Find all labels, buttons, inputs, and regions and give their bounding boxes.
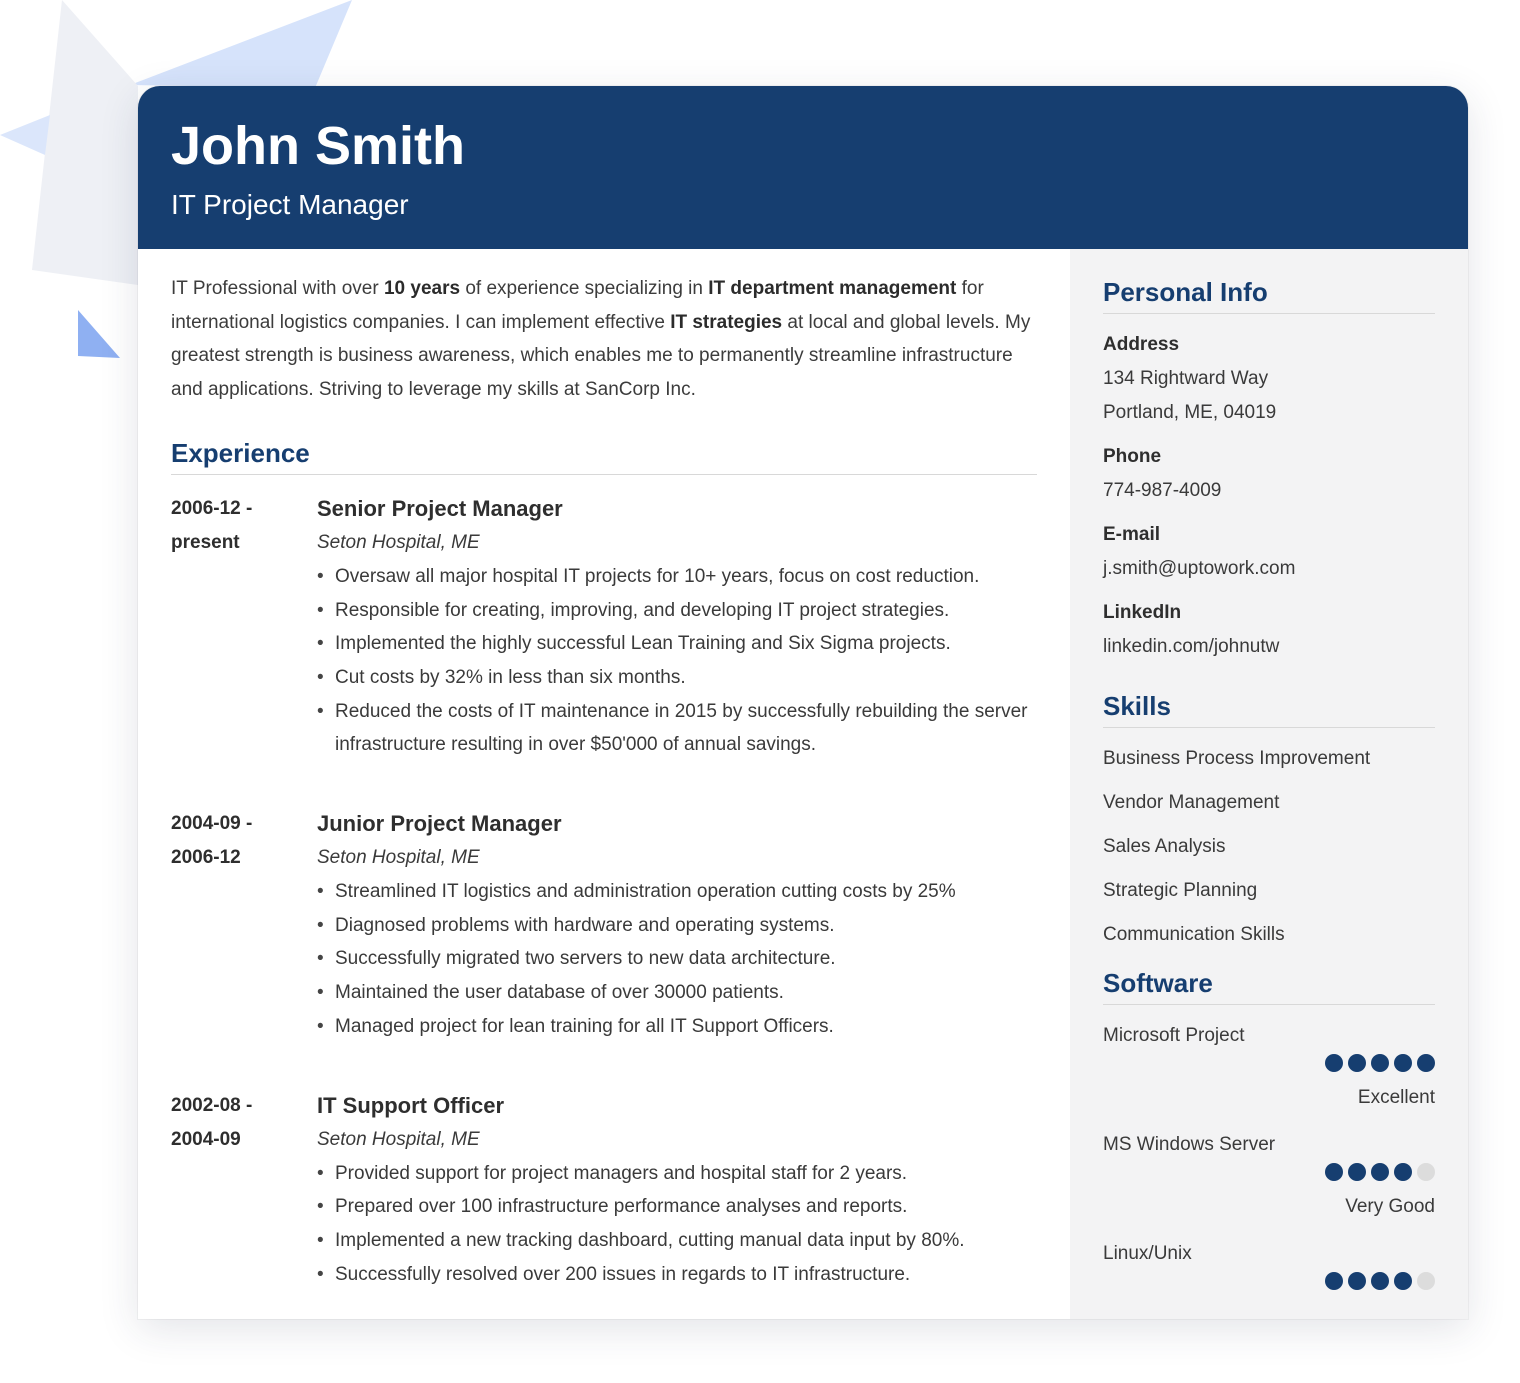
info-label: LinkedIn — [1103, 602, 1182, 623]
rating-dot-filled — [1394, 1272, 1412, 1290]
sidebar-content — [1103, 249, 1435, 1319]
software-name: MS Windows Server — [1103, 1134, 1276, 1155]
skill-item: Vendor Management — [1103, 792, 1280, 813]
rating-dot-empty — [1417, 1163, 1435, 1181]
experience-heading: Experience — [171, 436, 1037, 475]
experience-section — [171, 436, 1037, 1292]
entry-bullet: • Managed project for lean training for all IT Support Officers. — [317, 1010, 1037, 1044]
entry-bullet-list — [317, 875, 1037, 1044]
sidebar — [1070, 249, 1468, 1319]
summary-highlight: IT department management — [708, 278, 957, 299]
rating-dot-filled — [1394, 1163, 1412, 1181]
software-item — [1103, 1128, 1435, 1237]
entry-role: Junior Project Manager — [317, 811, 562, 837]
entry-date-line: 2004-09 — [171, 1128, 241, 1150]
rating-dot-filled — [1417, 1054, 1435, 1072]
info-label: Phone — [1103, 446, 1162, 467]
software-level: Very Good — [1345, 1196, 1435, 1217]
entry-company: Seton Hospital, ME — [317, 847, 480, 869]
entry-dates — [171, 807, 291, 875]
deco-shape-blue-top — [130, 0, 352, 88]
entry-bullet-list — [317, 560, 1037, 762]
entry-bullet: • Implemented the highly successful Lean Training and Six Sigma projects. — [317, 627, 1037, 661]
entry-bullet: • Reduced the costs of IT maintenance in 2015 by successfully rebuilding the server infrastructure resulting in over $50'000 of annual savings. — [317, 695, 1037, 762]
rating-dot-filled — [1348, 1054, 1366, 1072]
info-value: linkedin.com/johnutw — [1103, 636, 1280, 657]
entry-bullet: • Provided support for project managers and hospital staff for 2 years. — [317, 1157, 1037, 1191]
info-item-email — [1103, 518, 1435, 586]
summary-highlight: IT strategies — [670, 311, 783, 333]
info-label: Address — [1103, 334, 1180, 355]
entry-bullet: • Diagnosed problems with hardware and operating systems. — [317, 909, 1037, 943]
rating-dot-filled — [1325, 1163, 1343, 1181]
info-item-linkedin — [1103, 596, 1435, 664]
deco-triangle-accent — [78, 310, 120, 358]
entry-bullet: • Maintained the user database of over 30000 patients. — [317, 976, 1037, 1010]
entry-bullet: • Oversaw all major hospital IT projects for 10+ years, focus on cost reduction. — [317, 560, 1037, 594]
skills-list — [1103, 742, 1435, 952]
info-label: E-mail — [1103, 524, 1161, 545]
software-name: Linux/Unix — [1103, 1243, 1192, 1264]
rating-dot-filled — [1348, 1272, 1366, 1290]
skill-item: Communication Skills — [1103, 924, 1285, 945]
experience-entry — [171, 1089, 1037, 1292]
rating-dot-filled — [1348, 1163, 1366, 1181]
software-list — [1103, 1019, 1435, 1319]
rating-dot-filled — [1371, 1272, 1389, 1290]
entry-company: Seton Hospital, ME — [317, 1128, 480, 1150]
experience-entry — [171, 492, 1037, 762]
skills-heading: Skills — [1103, 689, 1435, 728]
summary-text: IT Professional with over — [171, 278, 384, 299]
entry-date-line: 2002-08 - — [171, 1094, 253, 1116]
rating-dots — [1325, 1163, 1435, 1183]
summary-text: for international logistics companies. I can implement effective — [171, 278, 984, 333]
entry-bullet-list — [317, 1157, 1037, 1292]
entry-bullet: • Implemented a new tracking dashboard, cutting manual data input by 80%. — [317, 1224, 1037, 1258]
entry-bullet: • Responsible for creating, improving, and developing IT project strategies. — [317, 594, 1037, 628]
rating-dot-filled — [1371, 1054, 1389, 1072]
personal-info-heading: Personal Info — [1103, 275, 1435, 314]
entry-role: Senior Project Manager — [317, 495, 563, 521]
entry-dates — [171, 1089, 291, 1157]
info-item-phone — [1103, 440, 1435, 508]
personal-info-list — [1103, 328, 1435, 664]
entry-bullet: • Successfully migrated two servers to new data architecture. — [317, 942, 1037, 976]
skills-section — [1103, 689, 1435, 952]
entry-bullet: • Prepared over 100 infrastructure performance analyses and reports. — [317, 1190, 1037, 1224]
experience-entry — [171, 807, 1037, 1044]
candidate-job-title: IT Project Manager — [171, 189, 409, 220]
entry-dates — [171, 492, 291, 560]
resume-card — [138, 86, 1468, 1319]
info-item-address — [1103, 328, 1435, 430]
software-heading: Software — [1103, 966, 1435, 1005]
rating-dot-filled — [1325, 1272, 1343, 1290]
rating-dot-empty — [1417, 1272, 1435, 1290]
software-name: Microsoft Project — [1103, 1025, 1245, 1046]
entry-date-line: 2004-09 - — [171, 813, 253, 835]
entry-date-line: 2006-12 — [171, 847, 241, 869]
entry-role: IT Support Officer — [317, 1092, 504, 1118]
skill-item: Sales Analysis — [1103, 836, 1226, 857]
main-column — [171, 249, 1037, 1291]
entry-bullet: • Streamlined IT logistics and administration operation cutting costs by 25% — [317, 875, 1037, 909]
info-value: Portland, ME, 04019 — [1103, 402, 1277, 423]
profile-summary — [171, 272, 1037, 407]
info-value: j.smith@uptowork.com — [1103, 558, 1296, 579]
skill-item: Business Process Improvement — [1103, 748, 1371, 769]
rating-dot-filled — [1325, 1054, 1343, 1072]
summary-text: at local and global levels. My greatest strength is business awareness, which enables me to permanently streamline infrastructure and applications. Striving to leverage my skills at SanCorp Inc. — [171, 311, 1031, 401]
rating-dots — [1325, 1272, 1435, 1292]
deco-shape-blue-left — [0, 115, 50, 155]
rating-dots — [1325, 1054, 1435, 1074]
personal-info-section — [1103, 275, 1435, 664]
info-value: 134 Rightward Way — [1103, 368, 1269, 389]
entry-company: Seton Hospital, ME — [317, 531, 480, 553]
rating-dot-filled — [1394, 1054, 1412, 1072]
software-item — [1103, 1237, 1435, 1319]
entry-date-line: present — [171, 531, 240, 553]
entry-date-line: 2006-12 - — [171, 497, 253, 519]
software-section — [1103, 966, 1435, 1319]
software-level: Excellent — [1357, 1087, 1435, 1108]
rating-dot-filled — [1371, 1163, 1389, 1181]
candidate-name: John Smith — [171, 116, 465, 176]
deco-shape-gray — [32, 0, 138, 285]
info-value: 774-987-4009 — [1103, 480, 1222, 501]
software-item — [1103, 1019, 1435, 1128]
summary-highlight: 10 years — [383, 278, 461, 299]
summary-text: of experience specializing in — [460, 278, 709, 299]
entry-bullet: • Cut costs by 32% in less than six months. — [317, 661, 1037, 695]
experience-list — [171, 492, 1037, 1292]
entry-bullet: • Successfully resolved over 200 issues in regards to IT infrastructure. — [317, 1258, 1037, 1292]
skill-item: Strategic Planning — [1103, 880, 1258, 901]
resume-header — [138, 86, 1468, 249]
